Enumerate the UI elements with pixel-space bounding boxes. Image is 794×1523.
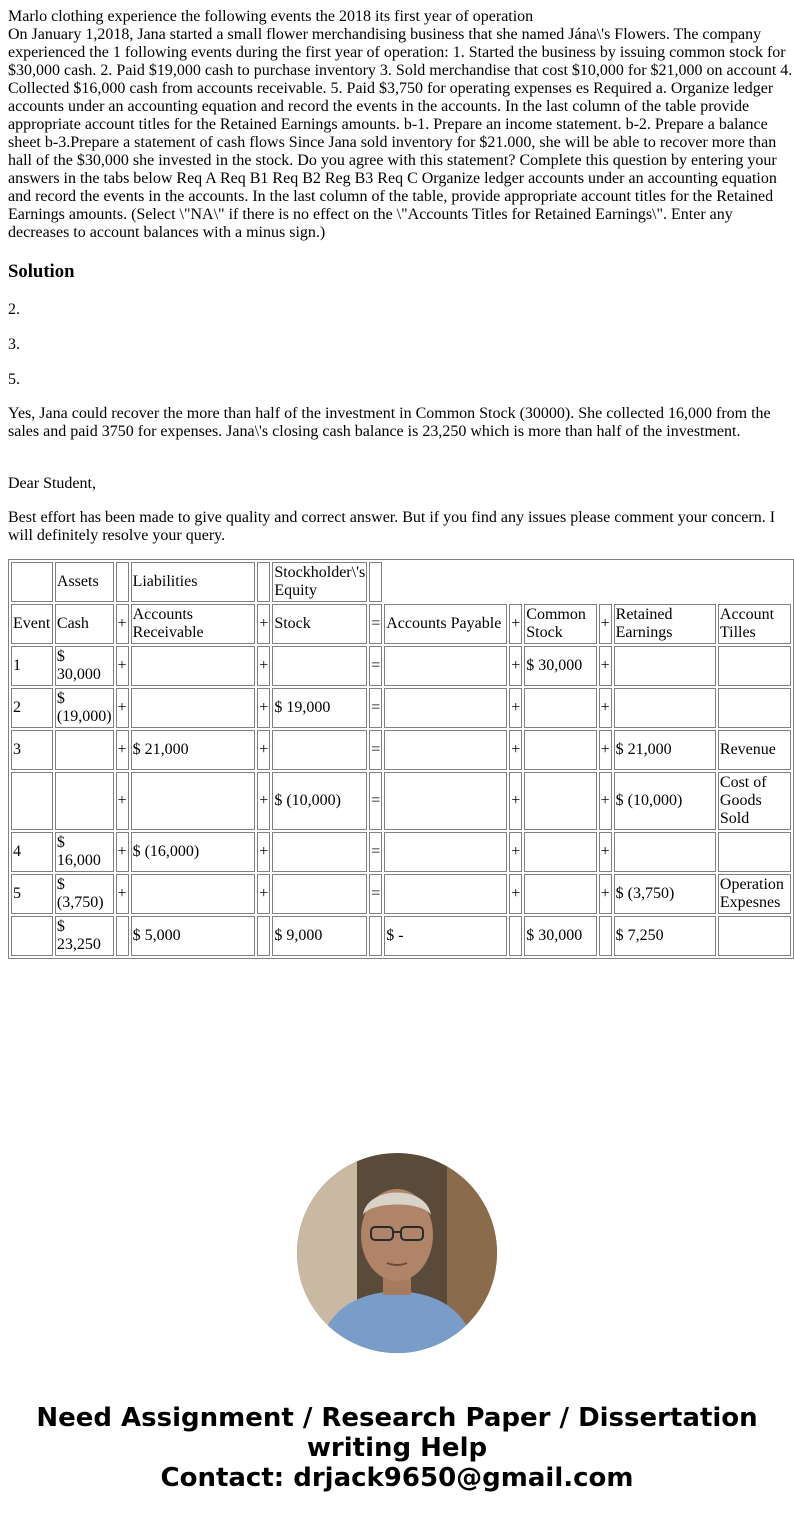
- ledger-table: [8, 559, 794, 959]
- column-header: Stock: [272, 604, 367, 644]
- solution-step: 3.: [8, 336, 20, 353]
- promo-banner: [0, 1403, 794, 1493]
- table-row: [11, 730, 791, 770]
- table-cell: [116, 562, 129, 602]
- table-cell: [524, 874, 596, 914]
- table-cell: $ -: [384, 916, 507, 956]
- table-cell: [599, 916, 612, 956]
- table-cell: $ 7,250: [614, 916, 716, 956]
- table-cell: [384, 772, 507, 830]
- table-cell: +: [599, 688, 612, 728]
- column-header: =: [369, 604, 382, 644]
- question-title: Marlo clothing experience the following events the 2018 its first year of operation: [8, 8, 534, 25]
- column-header: +: [509, 604, 522, 644]
- table-cell: [524, 730, 596, 770]
- table-cell: 3: [11, 730, 53, 770]
- table-cell: Cost of Goods Sold: [718, 772, 791, 830]
- table-cell: [524, 772, 596, 830]
- person-portrait-icon: [297, 1153, 497, 1353]
- table-cell: [131, 874, 256, 914]
- table-cell: [272, 874, 367, 914]
- table-cell: $ 9,000: [272, 916, 367, 956]
- column-header: +: [257, 604, 270, 644]
- table-cell: [11, 562, 53, 602]
- table-row: [11, 916, 791, 956]
- solution-answer: Yes, Jana could recover the more than half of the investment in Common Stock (30000). She collected 16,000 from the sales and paid 3750 for expenses. Jana\'s closing cash balance is 23,250 which is more than half of the investment.: [8, 405, 771, 440]
- table-cell: [131, 688, 256, 728]
- table-cell: [718, 646, 791, 686]
- table-cell: $ (10,000): [614, 772, 716, 830]
- group-header-assets: Assets: [55, 562, 114, 602]
- greeting: Dear Student,: [8, 475, 96, 492]
- table-cell: $ 30,000: [524, 646, 596, 686]
- table-cell: +: [116, 646, 129, 686]
- column-header: Account Tilles: [718, 604, 791, 644]
- column-header: +: [116, 604, 129, 644]
- table-cell: =: [369, 874, 382, 914]
- table-cell: 4: [11, 832, 53, 872]
- table-cell: +: [509, 646, 522, 686]
- column-header: Cash: [55, 604, 114, 644]
- promo-line: Need Assignment / Research Paper / Dissertation: [36, 1403, 758, 1433]
- table-cell: [272, 832, 367, 872]
- table-cell: +: [257, 688, 270, 728]
- table-cell: =: [369, 730, 382, 770]
- table-cell: +: [116, 874, 129, 914]
- table-cell: +: [257, 730, 270, 770]
- table-cell: =: [369, 832, 382, 872]
- table-cell: [131, 646, 256, 686]
- table-cell: [272, 730, 367, 770]
- solution-step: 5.: [8, 371, 20, 388]
- table-cell: +: [509, 730, 522, 770]
- table-cell: Revenue: [718, 730, 791, 770]
- table-cell: =: [369, 646, 382, 686]
- table-cell: [718, 916, 791, 956]
- table-cell: +: [257, 832, 270, 872]
- table-header-row: [11, 604, 791, 644]
- ledger-table-wrapper: [8, 559, 794, 959]
- table-cell: =: [369, 688, 382, 728]
- table-cell: $ 21,000: [614, 730, 716, 770]
- table-cell: +: [116, 730, 129, 770]
- table-cell: 1: [11, 646, 53, 686]
- table-cell: +: [116, 832, 129, 872]
- table-cell: $ (3,750): [614, 874, 716, 914]
- table-cell: 2: [11, 688, 53, 728]
- table-cell: [11, 772, 53, 830]
- table-cell: [369, 562, 382, 602]
- table-cell: [257, 916, 270, 956]
- table-cell: $ 5,000: [131, 916, 256, 956]
- table-cell: $ (16,000): [131, 832, 256, 872]
- table-cell: +: [599, 874, 612, 914]
- table-cell: [384, 874, 507, 914]
- table-row: [11, 832, 791, 872]
- table-cell: [524, 832, 596, 872]
- table-cell: $ (10,000): [272, 772, 367, 830]
- table-cell: [369, 916, 382, 956]
- table-cell: [384, 688, 507, 728]
- table-cell: [384, 832, 507, 872]
- table-cell: [55, 730, 114, 770]
- table-row: [11, 688, 791, 728]
- solution-heading: Solution: [8, 261, 75, 282]
- table-cell: +: [116, 688, 129, 728]
- table-cell: [509, 916, 522, 956]
- table-cell: [614, 646, 716, 686]
- closing-note: Best effort has been made to give quality and correct answer. But if you find any issues please comment your concern. I will definitely resolve your query.: [8, 509, 776, 544]
- page-content: [8, 8, 794, 545]
- table-cell: +: [599, 772, 612, 830]
- table-cell: +: [257, 646, 270, 686]
- table-row: [11, 772, 791, 830]
- table-cell: =: [369, 772, 382, 830]
- table-cell: +: [257, 772, 270, 830]
- table-cell: [384, 730, 507, 770]
- table-cell: $ (19,000): [55, 688, 114, 728]
- table-cell: $ 19,000: [272, 688, 367, 728]
- table-cell: Operation Expesnes: [718, 874, 791, 914]
- table-cell: [614, 688, 716, 728]
- table-cell: +: [509, 874, 522, 914]
- table-cell: [718, 688, 791, 728]
- table-cell: $ 21,000: [131, 730, 256, 770]
- table-cell: [11, 916, 53, 956]
- table-cell: +: [509, 688, 522, 728]
- table-cell: +: [257, 874, 270, 914]
- solution-step: 2.: [8, 301, 20, 318]
- author-avatar: [297, 1153, 497, 1353]
- promo-contact: Contact: drjack9650@gmail.com: [160, 1463, 634, 1493]
- column-header: Retained Earnings: [614, 604, 716, 644]
- table-cell: $ 30,000: [524, 916, 596, 956]
- table-cell: $ (3,750): [55, 874, 114, 914]
- table-group-header-row: [11, 562, 791, 602]
- ledger-table-body: [11, 646, 791, 956]
- table-cell: +: [599, 730, 612, 770]
- question-body: On January 1,2018, Jana started a small flower merchandising business that she named Jána\'s Flowers. The company experienced the 1 following events during the first year of operation: 1. Started the business by issuing common stock for $30,000 cash. 2. Paid $19,000 cash to purchase inventory 3. Sold merchandise that cost $10,000 for $21,000 on account 4. Collected $16,000 cash from accounts receivable. 5. Paid $3,750 for operating expenses es Required a. Organize ledger accounts under an accounting equation and record the events in the accounts. In the last column of the table provide appropriate account titles for the Retained Earnings amounts. b-1. Prepare an income statement. b-2. Prepare a balance sheet b-3.Prepare a statement of cash flows Since Jana sold inventory for $21.000, she will be able to recover more than hall of the $30,000 she invested in the stock. Do you agree with this statement? Complete this question by entering your answers in the tabs below Req A Req B1 Req B2 Reg B3 Req C Organize ledger accounts under an accounting equation and record the events in the accounts. In the last column of the table, provide appropriate account titles for the Retained Earnings amounts. (Select \"NA\" if there is no effect on the \"Accounts Titles for Retained Earnings\". Enter any decreases to account balances with a minus sign.): [8, 26, 793, 241]
- table-cell: [55, 772, 114, 830]
- group-header-equity: Stockholder\'s Equity: [272, 562, 367, 602]
- table-cell: [718, 832, 791, 872]
- table-cell: [116, 916, 129, 956]
- table-cell: [524, 688, 596, 728]
- column-header: Accounts Payable: [384, 604, 507, 644]
- table-cell: [257, 562, 270, 602]
- table-cell: $ 23,250: [55, 916, 114, 956]
- table-cell: +: [509, 832, 522, 872]
- table-cell: +: [599, 832, 612, 872]
- table-cell: [384, 646, 507, 686]
- column-header: Accounts Receivable: [131, 604, 256, 644]
- table-cell: +: [509, 772, 522, 830]
- table-cell: +: [116, 772, 129, 830]
- table-cell: 5: [11, 874, 53, 914]
- column-header: +: [599, 604, 612, 644]
- table-cell: $ 30,000: [55, 646, 114, 686]
- table-cell: [272, 646, 367, 686]
- group-header-liabilities: Liabilities: [131, 562, 256, 602]
- column-header: Event: [11, 604, 53, 644]
- table-row: [11, 874, 791, 914]
- column-header: Common Stock: [524, 604, 596, 644]
- table-row: [11, 646, 791, 686]
- table-cell: $ 16,000: [55, 832, 114, 872]
- promo-line: writing Help: [306, 1433, 488, 1463]
- table-cell: +: [599, 646, 612, 686]
- table-cell: [131, 772, 256, 830]
- table-cell: [614, 832, 716, 872]
